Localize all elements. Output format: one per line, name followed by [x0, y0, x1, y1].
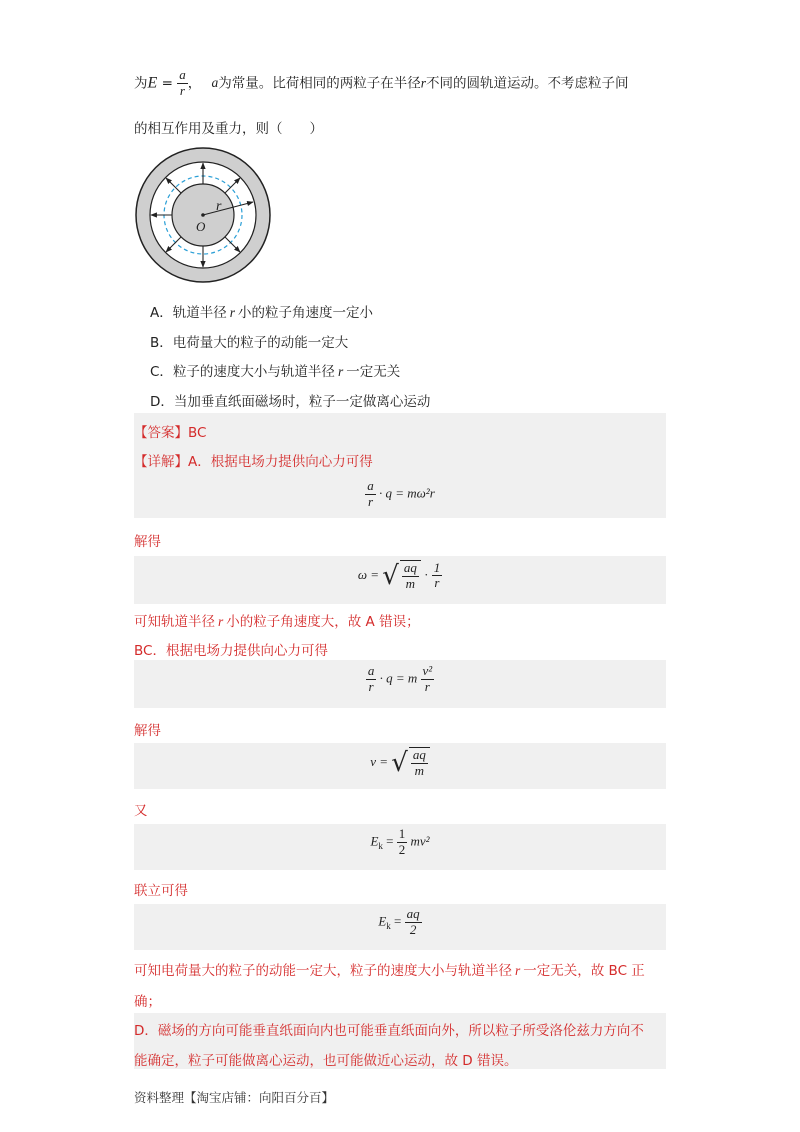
you-line: 又: [134, 803, 148, 819]
field-fraction: [177, 68, 188, 99]
explanation-label: 【详解】: [134, 454, 188, 470]
explanation-intro: A．根据电场力提供向心力可得: [188, 454, 373, 470]
option-b-text: 电荷量大的粒子的动能一定大: [172, 335, 349, 351]
equation-5: $E_k$ = $\frac{1}{2}$ mv²: [370, 826, 430, 857]
conclusion-a: 可知轨道半径 r 小的粒子角速度大，故 A 错误；: [134, 614, 420, 630]
jiede-2: 解得: [134, 723, 161, 739]
option-c-pre: 粒子的速度大小与轨道半径: [172, 364, 335, 380]
option-a: [150, 301, 373, 321]
option-d: [150, 390, 430, 410]
answer-value: BC: [188, 425, 207, 441]
conclusion-bc-2: 确；: [134, 994, 161, 1010]
center-point: [201, 213, 205, 217]
option-c-letter: C．: [150, 364, 173, 380]
option-a-pre: 轨道半径: [172, 305, 227, 321]
jiede-1: 解得: [134, 534, 161, 550]
question-text: 为常量。比荷相同的两粒子在半径: [218, 75, 421, 92]
question-prefix: 为: [134, 75, 148, 92]
fraction-denominator: r: [179, 82, 185, 98]
option-c-var: r: [337, 364, 344, 379]
option-b: [150, 331, 348, 351]
question-line-2: 的相互作用及重力，则（ ）: [134, 121, 323, 137]
conclusion-d-1: D．磁场的方向可能垂直纸面向内也可能垂直纸面向外，所以粒子所受洛伦兹力方向不: [134, 1023, 644, 1039]
equals-sign: =: [161, 75, 173, 92]
option-b-letter: B．: [150, 335, 173, 351]
option-d-letter: D．: [150, 394, 174, 410]
option-c-post: 一定无关: [346, 364, 401, 380]
conclusion-bc-1: 可知电荷量大的粒子的动能一定大，粒子的速度大小与轨道半径 r 一定无关，故 BC 正: [134, 963, 645, 979]
equation-1: $\frac{a}{r}$ · q = mω²r: [367, 478, 435, 509]
lianli-line: 联立可得: [134, 883, 188, 899]
field-diagram: [134, 142, 274, 288]
option-c: [150, 360, 400, 380]
equation-1-rhs: · q = mω²r: [378, 485, 435, 501]
answer-label: 【答案】: [134, 425, 188, 441]
comma: ，: [187, 75, 202, 92]
answer-line: [134, 421, 206, 441]
option-a-letter: A．: [150, 305, 173, 321]
a-symbol: a: [211, 75, 219, 91]
conclusion-d-2: 能确定，粒子可能做离心运动，也可能做近心运动，故 D 错误。: [134, 1053, 518, 1069]
question-suffix: 不同的圆轨道运动。不考虑粒子间: [426, 75, 629, 92]
equation-2: ω = √ $\frac{aq}{m}$ · $\frac{1}{r}$: [357, 559, 441, 591]
equation-4: v = √ $\frac{aq}{m}$: [134, 747, 666, 779]
option-a-var: r: [229, 305, 236, 320]
E-symbol: E: [147, 74, 158, 92]
label-O: O: [196, 219, 206, 234]
equation-6: $E_k$ = $\frac{aq}{2}$: [378, 906, 420, 937]
question-line-1: [134, 68, 629, 99]
option-a-post: 小的粒子角速度一定小: [238, 305, 374, 321]
equation-3: $\frac{a}{r}$ · q = m $\frac{\text{v²}}{r}$: [367, 663, 433, 694]
option-d-text: 当加垂直纸面磁场时，粒子一定做离心运动: [173, 394, 431, 410]
explanation-intro-line: [134, 450, 373, 470]
footer-source: 资料整理【淘宝店铺：向阳百分百】: [134, 1090, 335, 1105]
fraction-numerator: a: [179, 67, 186, 82]
bc-intro: BC．根据电场力提供向心力可得: [134, 643, 328, 659]
r-symbol: r: [420, 75, 426, 91]
label-r: r: [216, 199, 222, 214]
